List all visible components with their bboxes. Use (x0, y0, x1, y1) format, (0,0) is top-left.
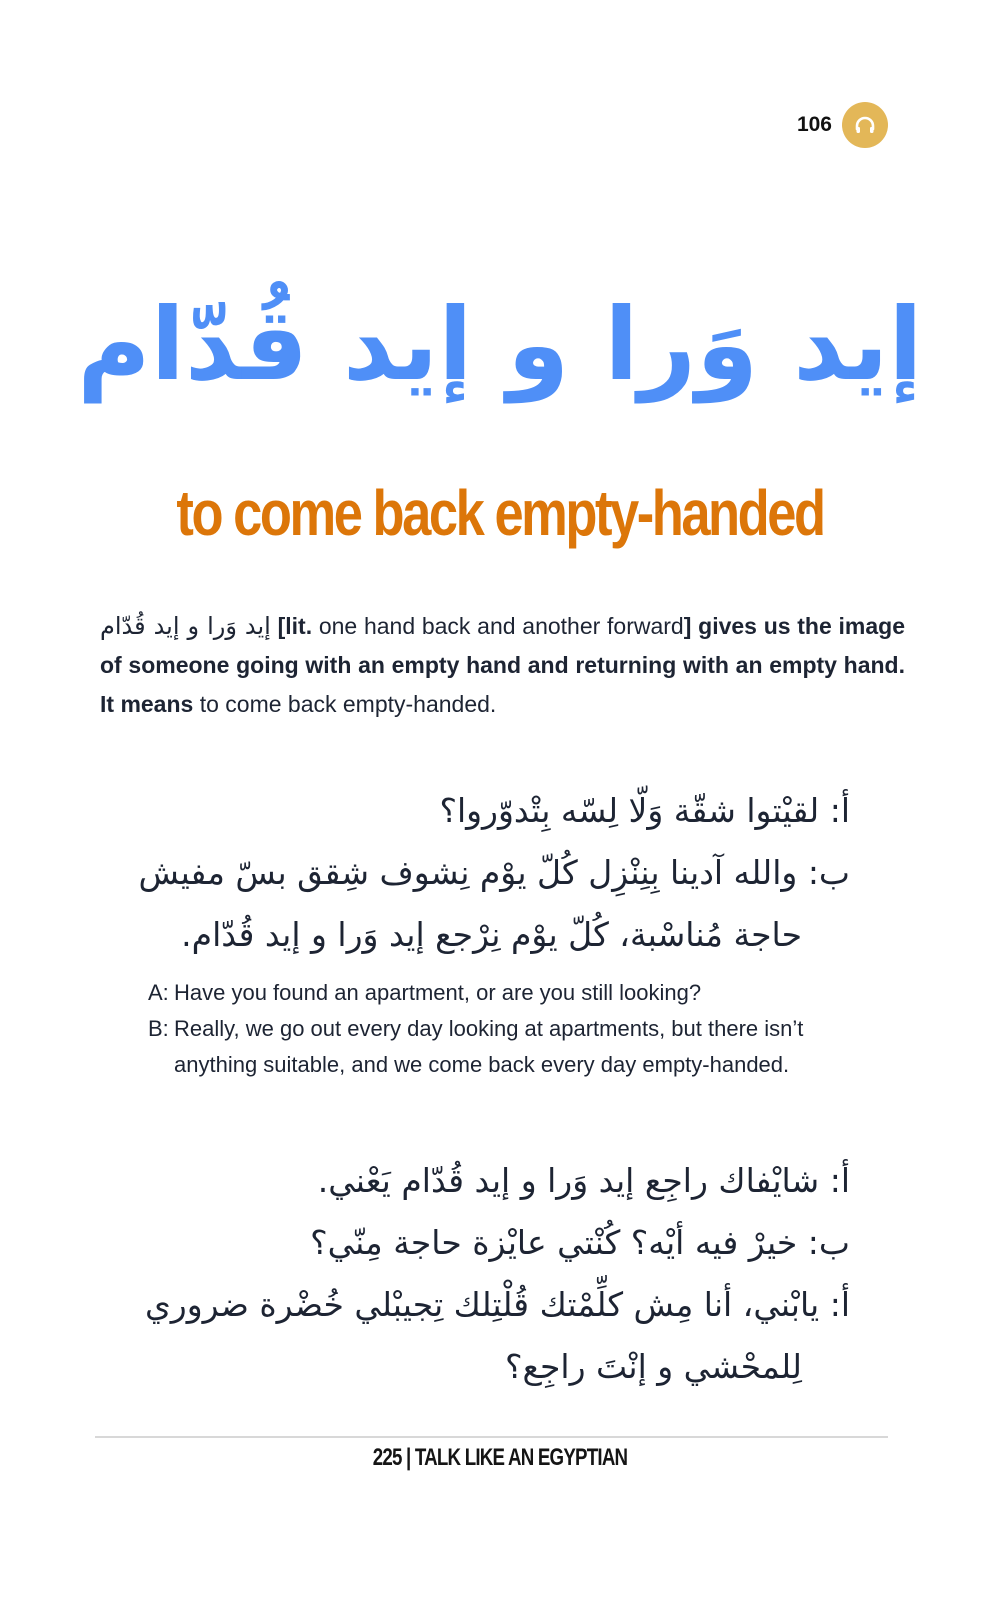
description-meaning: to come back empty-handed. (193, 691, 497, 717)
track-header (797, 102, 888, 148)
translation-text: Have you found an apartment, or are you still looking? (174, 980, 702, 1005)
dialog-1-arabic (130, 780, 850, 966)
dialog-2-arabic (130, 1150, 850, 1398)
translation-row (148, 975, 848, 1011)
idiom-title-english: to come back empty-handed (176, 477, 824, 549)
lit-close: ] (683, 613, 692, 639)
translation-row (148, 1011, 848, 1083)
track-number: 106 (796, 113, 832, 136)
dialog-line: أ: يابْني، أنا مِش كلِّمْتك قُلْتِلك تِجيبْلي خُضْرة ضروري (144, 1285, 850, 1324)
translation-text: Really, we go out every day looking at apartments, but there isn’t anything suitable, and we come back every day empty-handed. (174, 1016, 804, 1077)
dialog-line: لِلمحْشي و إنْتَ راجِع؟ (504, 1347, 802, 1386)
idiom-title-arabic: إيد وَرا و إيد قُدّام (77, 286, 923, 403)
idiom-description (100, 607, 905, 724)
audio-play-button[interactable] (842, 102, 888, 148)
dialog-1-translation (148, 975, 848, 1083)
lit-text: one hand back and another forward (312, 613, 684, 639)
lit-open: [lit. (277, 613, 313, 639)
dialog-line: أ: شايْفاك راجِع إيد وَرا و إيد قُدّام يَعْني. (317, 1161, 850, 1200)
speaker-label: A: (148, 980, 169, 1005)
dialog-line: ب: والله آدينا بِنِنْزِل كُلّ يوْم نِشوف شِقق بسّ مفيش (138, 853, 850, 892)
description-bold: gives us the image of someone going with an empty hand and returning with an empty hand. It means (100, 613, 905, 717)
dialog-line: ب: خيرْ فيه أيْه؟ كُنْتي عايْزة حاجة مِنّي؟ (310, 1223, 850, 1262)
page-footer: 225 | TALK LIKE AN EGYPTIAN (372, 1444, 628, 1471)
description-arabic-phrase: إيد وَرا و إيد قُدّام (100, 612, 271, 640)
speaker-label: B: (148, 1016, 169, 1041)
dialog-line: حاجة مُناسْبة، كُلّ يوْم نِرْجع إيد وَرا و إيد قُدّام. (181, 915, 802, 954)
headphones-icon (853, 113, 877, 137)
dialog-line: أ: لقيْتوا شقّة وَلّا لِسّه بِتْدوّروا؟ (439, 791, 850, 830)
footer-divider (95, 1436, 888, 1438)
